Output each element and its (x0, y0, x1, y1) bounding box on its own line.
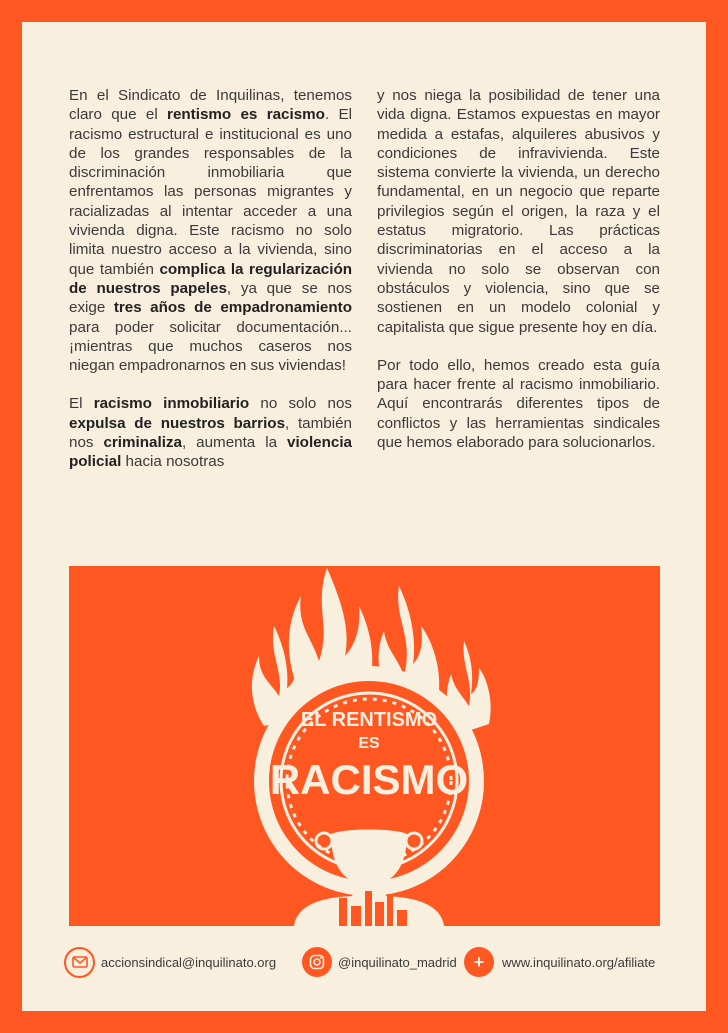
p1-bold-run: tres años de empadronamiento (113, 299, 352, 317)
left-paragraph-1 (69, 86, 352, 375)
p2-run: El (69, 395, 94, 413)
illustration-line-2: ES (358, 735, 380, 752)
p2-run: hacia nosotras (121, 453, 225, 471)
p1-run: . El racismo estructural e institucional es uno de los grandes responsables de la discriminación inmobiliaria que enfrentamos las personas migrantes y racializadas al intentar acceder a una vivienda digna. Este racismo no solo limita nuestro acceso a la vivienda, sino que también (69, 106, 352, 278)
page (22, 22, 706, 1011)
p2-bold-run: racismo inmobiliario (93, 395, 250, 413)
p1-run: En el Sindicato de Inquilinas, tenemos claro que el (69, 87, 352, 124)
instagram-link[interactable]: @inquilinato_madrid (338, 954, 457, 970)
illustration-line-3: RACISMO (269, 756, 469, 803)
right-paragraph-1: y nos niega la posibilidad de tener una vida digna. Estamos expuestas en mayor medida a estafas, alquileres abusivos y condiciones de infravivienda. Este sistema convierte la vivienda, un derecho fundamental, en un negocio que reparte privilegios según el origen, la raza y el estatus migratorio. Las prácticas discriminatorias en el acceso a la vivienda no solo se observan con obstáculos y violencia, sino que se sostienen en un modelo colonial y capitalista que sigue presente hoy en día. (377, 87, 660, 336)
p1-run: , ya que se nos exige (69, 279, 352, 317)
plus-symbol: + (473, 952, 485, 972)
p2-run: , aumenta la (181, 434, 287, 452)
mail-icon (64, 947, 95, 978)
email-link[interactable]: accionsindical@inquilinato.org (101, 954, 277, 970)
right-column (377, 86, 660, 471)
right-paragraph-2: Por todo ello, hemos creado esta guía para hacer frente al racismo inmobiliario. Aquí encontrarás diferentes tipos de conflictos y las herramientas sindicales que hemos elaborado para solucionarlos. (377, 356, 660, 452)
p2-bold-run: violencia policial (69, 434, 352, 471)
plus-icon (464, 947, 494, 977)
left-paragraph-2 (69, 394, 352, 471)
instagram-icon (302, 947, 332, 977)
illustration-panel (69, 566, 660, 926)
burning-afro-illustration (69, 566, 660, 926)
p1-bold-run: rentismo es racismo (167, 106, 325, 124)
p1-bold-run: complica la regularización de nuestros papeles (69, 260, 352, 297)
p1-run: para poder solicitar documentación... ¡mientras que muchos caseros nos niegan empadronarnos en sus viviendas! (69, 318, 352, 375)
illustration-line-1: EL RENTISMO (300, 709, 438, 731)
p2-run: , también nos (69, 414, 352, 452)
footer-instagram[interactable] (302, 944, 457, 980)
p2-bold-run: expulsa de nuestros barrios (69, 414, 286, 432)
p2-bold-run: criminaliza (103, 434, 182, 452)
footer (64, 944, 664, 980)
footer-website[interactable] (464, 944, 655, 980)
left-column (69, 86, 352, 491)
p2-run: no solo nos (249, 395, 352, 413)
website-link[interactable]: www.inquilinato.org/afiliate (502, 954, 656, 970)
footer-email[interactable] (64, 944, 276, 980)
